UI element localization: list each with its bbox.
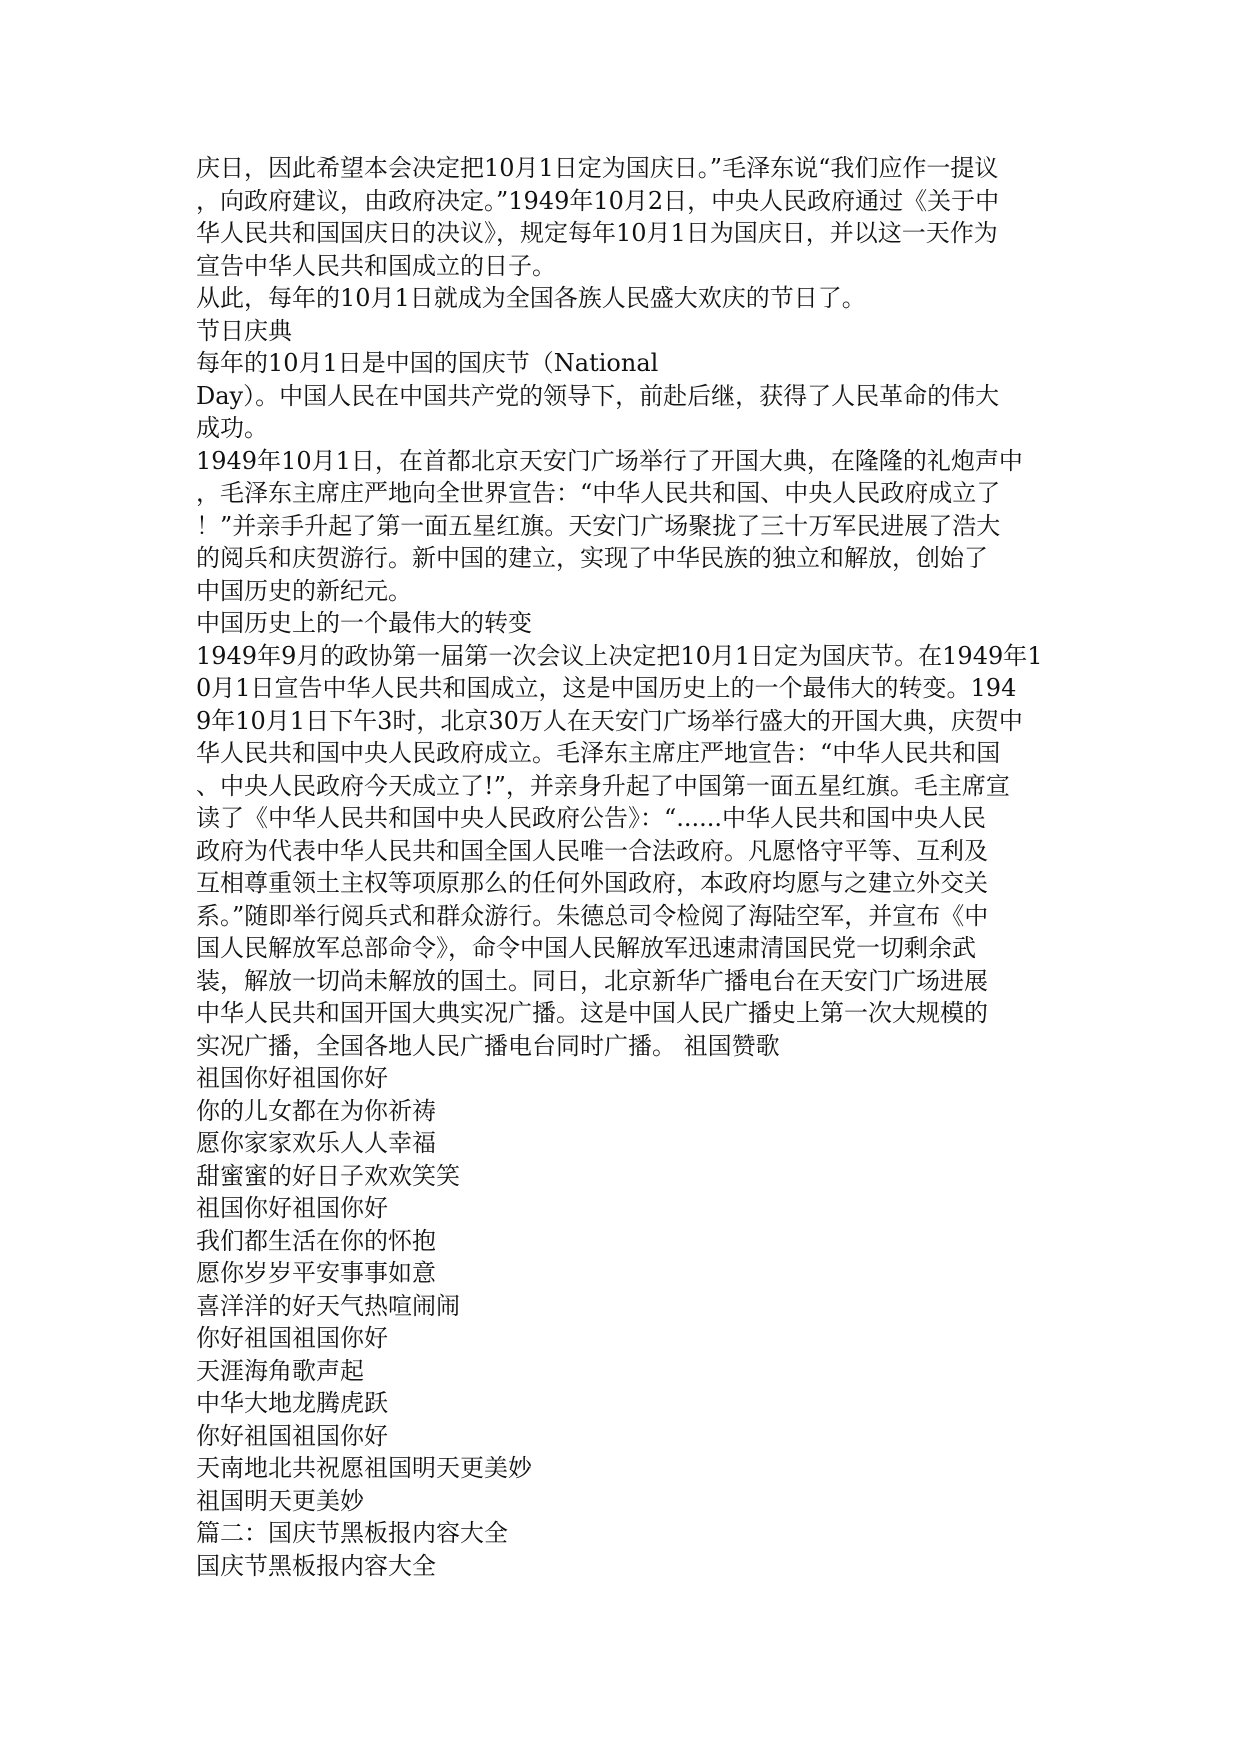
poem-line: 甜蜜蜜的好日子欢欢笑笑 [196,1161,460,1190]
document-body [196,152,1056,1582]
text-line: 庆日，因此希望本会决定把10月1日定为国庆日。”毛泽东说“我们应作一提议 [196,154,999,182]
poem-line: 中华大地龙腾虎跃 [196,1389,388,1417]
poem-line: 愿你岁岁平安事事如意 [196,1259,436,1287]
text-line: 实况广播，全国各地人民广播电台同时广播。 祖国赞歌 [196,1031,780,1060]
poem-line: 你的儿女都在为你祈祷 [196,1096,436,1125]
text-line: 的阅兵和庆贺游行。新中国的建立，实现了中华民族的独立和解放，创始了 [196,544,988,572]
section-heading: 节日庆典 [196,316,292,345]
poem-line: 我们都生活在你的怀抱 [196,1226,436,1255]
section-heading: 篇二：国庆节黑板报内容大全 [196,1519,508,1547]
text-line: 华人民共和国中央人民政府成立。毛泽东主席庄严地宣告：“中华人民共和国 [196,739,1001,767]
text-line: 宣告中华人民共和国成立的日子。 [196,251,556,280]
text-line: 中华人民共和国开国大典实况广播。这是中国人民广播史上第一次大规模的 [196,999,988,1027]
poem-line: 天南地北共祝愿祖国明天更美妙 [196,1454,532,1482]
poem-line: 祖国你好祖国你好 [196,1064,388,1092]
section-heading: 国庆节黑板报内容大全 [196,1551,436,1580]
text-line: ，毛泽东主席庄严地向全世界宣告：“中华人民共和国、中央人民政府成立了 [196,479,1001,507]
text-line: 政府为代表中华人民共和国全国人民唯一合法政府。凡愿恪守平等、互利及 [196,836,988,865]
text-line: ，向政府建议，由政府决定。”1949年10月2日，中央人民政府通过《关于中 [196,186,1000,215]
text-line: 、中央人民政府今天成立了!”，并亲身升起了中国第一面五星红旗。毛主席宣 [196,771,1010,800]
poem-line: 你好祖国祖国你好 [196,1421,388,1450]
text-line: 装，解放一切尚未解放的国土。同日，北京新华广播电台在天安门广场进展 [196,966,988,995]
text-line: 0月1日宣告中华人民共和国成立，这是中国历史上的一个最伟大的转变。194 [196,674,1017,702]
text-line: 国人民解放军总部命令》，命令中国人民解放军迅速肃清国民党一切剩余武 [196,934,976,962]
text-line: 成功。 [196,414,268,442]
section-heading: 中国历史上的一个最伟大的转变 [196,609,532,637]
text-line: 1949年10月1日，在首都北京天安门广场举行了开国大典，在隆隆的礼炮声中 [196,446,1023,475]
poem-line: 祖国明天更美妙 [196,1486,364,1515]
text-line: Day）。中国人民在中国共产党的领导下，前赴后继，获得了人民革命的伟大 [196,381,1000,410]
text-line: 系。”随即举行阅兵式和群众游行。朱德总司令检阅了海陆空军，并宣布《中 [196,901,989,930]
text-line: 从此，每年的10月1日就成为全国各族人民盛大欢庆的节日了。 [196,284,866,312]
text-line: 读了《中华人民共和国中央人民政府公告》：“......中华人民共和国中央人民 [196,804,987,832]
text-line: 中国历史的新纪元。 [196,576,412,605]
poem-line: 喜洋洋的好天气热喧闹闹 [196,1291,460,1320]
poem-line: 天涯海角歌声起 [196,1356,364,1385]
text-line: 每年的10月1日是中国的国庆节（National [196,349,659,377]
text-line: ！”并亲手升起了第一面五星红旗。天安门广场聚拢了三十万军民进展了浩大 [196,511,1001,540]
text-line: 9年10月1日下午3时，北京30万人在天安门广场举行盛大的开国大典，庆贺中 [196,706,1023,735]
poem-line: 你好祖国祖国你好 [196,1324,388,1352]
poem-line: 祖国你好祖国你好 [196,1194,388,1222]
text-line: 1949年9月的政协第一届第一次会议上决定把10月1日定为国庆节。在1949年1 [196,641,1043,670]
text-line: 华人民共和国国庆日的决议》，规定每年10月1日为国庆日，并以这一天作为 [196,219,998,247]
text-line: 互相尊重领土主权等项原那么的任何外国政府，本政府均愿与之建立外交关 [196,869,988,897]
poem-line: 愿你家家欢乐人人幸福 [196,1129,436,1157]
